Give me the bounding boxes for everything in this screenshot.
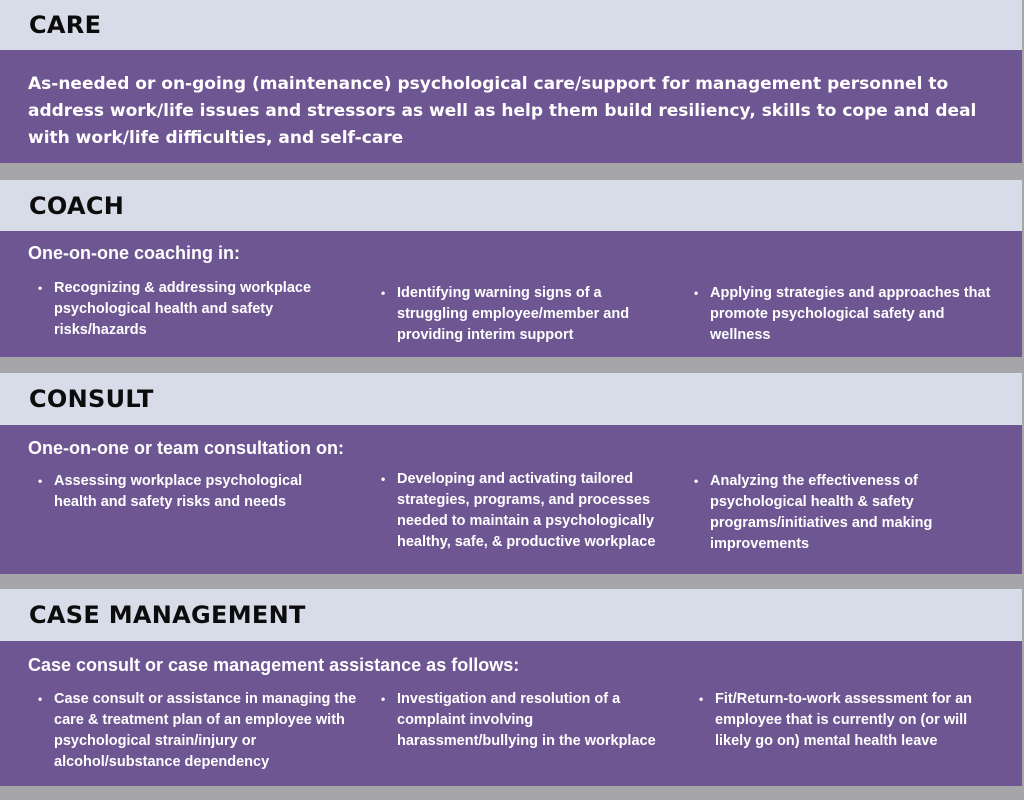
- list-item: • Developing and activating tailored strategies, programs, and processes needed to maintain a psychologically healthy, safe, & productive workplace: [381, 469, 681, 553]
- list-item: • Fit/Return-to-work assessment for an employee that is currently on (or will likely go on) mental health leave: [699, 689, 989, 752]
- coach-intro: One-on-one coaching in:: [28, 243, 240, 263]
- case-management-title: CASE MANAGEMENT: [29, 601, 306, 629]
- consult-body: [0, 425, 1022, 574]
- coach-list: [0, 231, 1022, 357]
- consult-header: [0, 373, 1022, 425]
- list-item: • Analyzing the effectiveness of psychological health & safety programs/initiatives and making improvements: [694, 471, 974, 555]
- case-management-list: [0, 641, 1022, 786]
- case-management-body: [0, 641, 1022, 786]
- care-header: [0, 0, 1022, 50]
- list-item: • Investigation and resolution of a complaint involving harassment/bullying in the workplace: [381, 689, 661, 752]
- care-title: CARE: [29, 11, 102, 39]
- coach-title: COACH: [29, 191, 125, 220]
- coach-header: [0, 180, 1022, 231]
- consult-list: [0, 425, 1022, 574]
- list-item: • Recognizing & addressing workplace psychological health and safety risks/hazards: [38, 278, 338, 341]
- list-item: • Identifying warning signs of a struggling employee/member and providing interim support: [381, 283, 661, 346]
- case-management-intro: Case consult or case management assistance as follows:: [28, 655, 520, 675]
- care-description: As-needed or on-going (maintenance) psychological care/support for management personnel to address work/life issues and stressors as well as help them build resiliency, skills to cope and deal with work/life difficulties, and self-care: [28, 74, 977, 148]
- case-management-header: [0, 589, 1022, 641]
- consult-title: CONSULT: [29, 385, 154, 413]
- coach-body: [0, 231, 1022, 357]
- consult-intro: One-on-one or team consultation on:: [28, 438, 344, 458]
- care-body: [0, 50, 1022, 163]
- list-item: • Applying strategies and approaches that promote psychological safety and wellness: [694, 283, 994, 346]
- list-item: • Assessing workplace psychological health and safety risks and needs: [38, 471, 338, 513]
- list-item: • Case consult or assistance in managing the care & treatment plan of an employee with psychological strain/injury or alcohol/substance dependency: [38, 689, 358, 773]
